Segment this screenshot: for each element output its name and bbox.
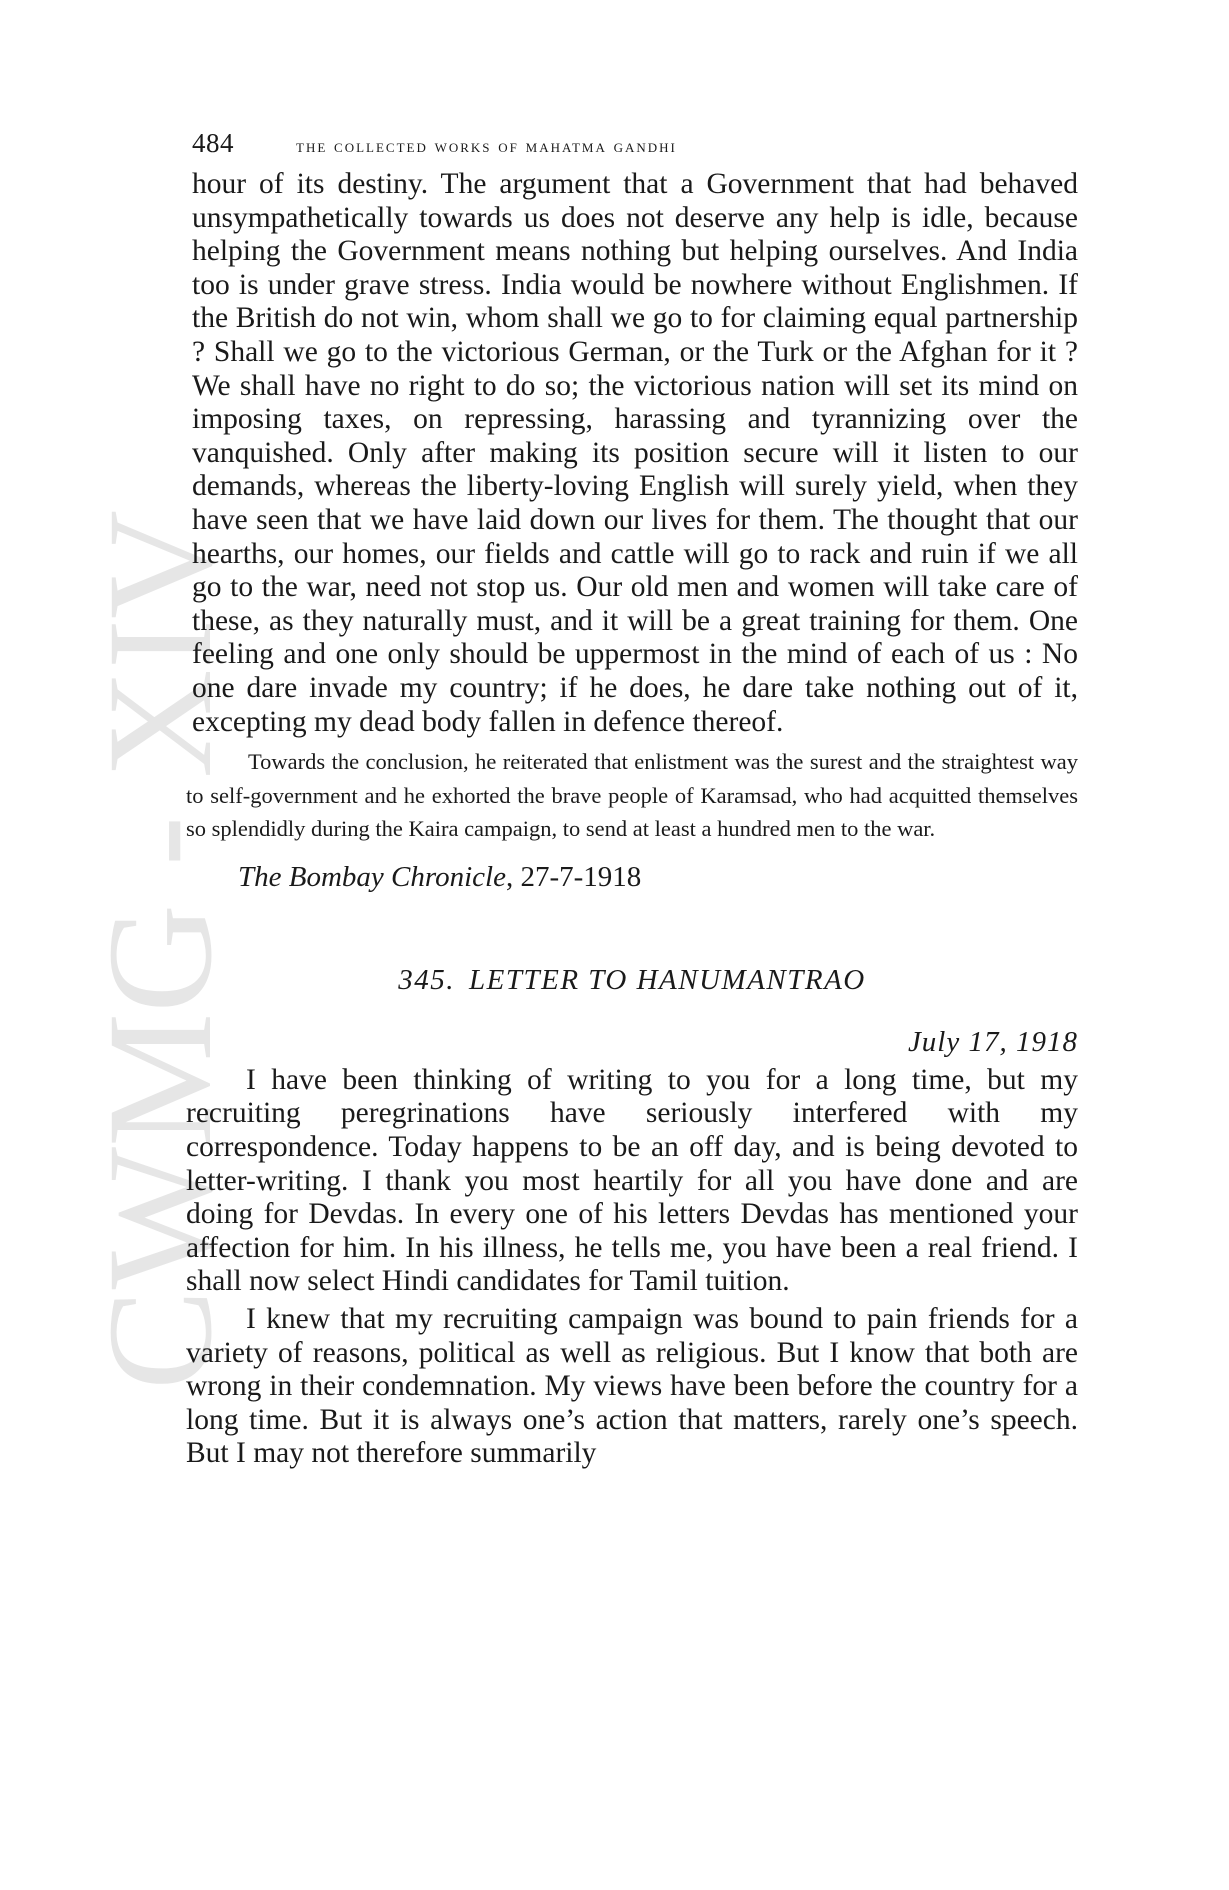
page	[186, 128, 1078, 1471]
speech-continuation-paragraph: hour of its destiny. The argument that a Government that had behaved unsympathetically towards us does not deserve any help is idle, because helping the Government means nothing but helping ourselves. And India too is under grave stress. India would be nowhere without Englishmen. If the British do not win, whom shall we go to for claiming equal partnership ? Shall we go to the victorious German, or the Turk or the Afghan for it ? We shall have no right to do so; the victorious nation will set its mind on imposing taxes, on repressing, harassing and tyrannizing over the vanquished. Only after making its position secure will it listen to our demands, whereas the liberty-loving English will surely yield, when they have seen that we have laid down our lives for them. The thought that our hearths, our homes, our fields and cattle will go to rack and ruin if we all go to the war, need not stop us. Our old men and women will take care of these, as they naturally must, and it will be a great training for them. One feeling and one only should be uppermost in the mind of each of us : No one dare invade my country; if he does, he dare take nothing out of it, excepting my dead body fallen in defence thereof.	[192, 168, 1078, 738]
source-publication: The Bombay Chronicle	[238, 860, 506, 893]
page-number: 484	[192, 128, 234, 158]
letter-date: July 17, 1918	[907, 1025, 1078, 1058]
watermark-text: CWMG - XIV	[77, 515, 243, 1390]
book-title: the collected works of mahatma gandhi	[296, 136, 677, 157]
letter-title: LETTER TO HANUMANTRAO	[469, 963, 866, 996]
letter-paragraph: I have been thinking of writing to you for a long time, but my recruiting peregrinations have seriously interfered with my correspondence. Today happens to be an off day, and is being devoted to letter-writing. I thank you most heartily for all you have done and are doing for Devdas. In every one of his letters Devdas has mentioned your affection for him. In his illness, he tells me, you have been a real friend. I shall now select Hindi candidates for Tamil tuition.	[186, 1063, 1078, 1298]
letter-paragraph: I knew that my recruiting campaign was bound to pain friends for a variety of reasons, political as well as religious. But I know that both are wrong in their condemnation. My views have been before the country for a long time. But it is always one’s action that matters, rarely one’s speech. But I may not therefore summarily	[186, 1303, 1078, 1470]
report-paragraph: Towards the conclusion, he reiterated that enlistment was the surest and the straightest way to self-government and he exhorted the brave people of Karamsad, who had acquitted themselves so splendidly during the Kaira campaign, to send at least a hundred men to the war.	[186, 749, 1078, 842]
running-head	[192, 128, 1078, 168]
source-citation	[238, 860, 1078, 894]
source-date: , 27-7-1918	[505, 860, 642, 893]
letter-number: 345.	[398, 963, 455, 996]
letter-heading	[186, 962, 1078, 998]
